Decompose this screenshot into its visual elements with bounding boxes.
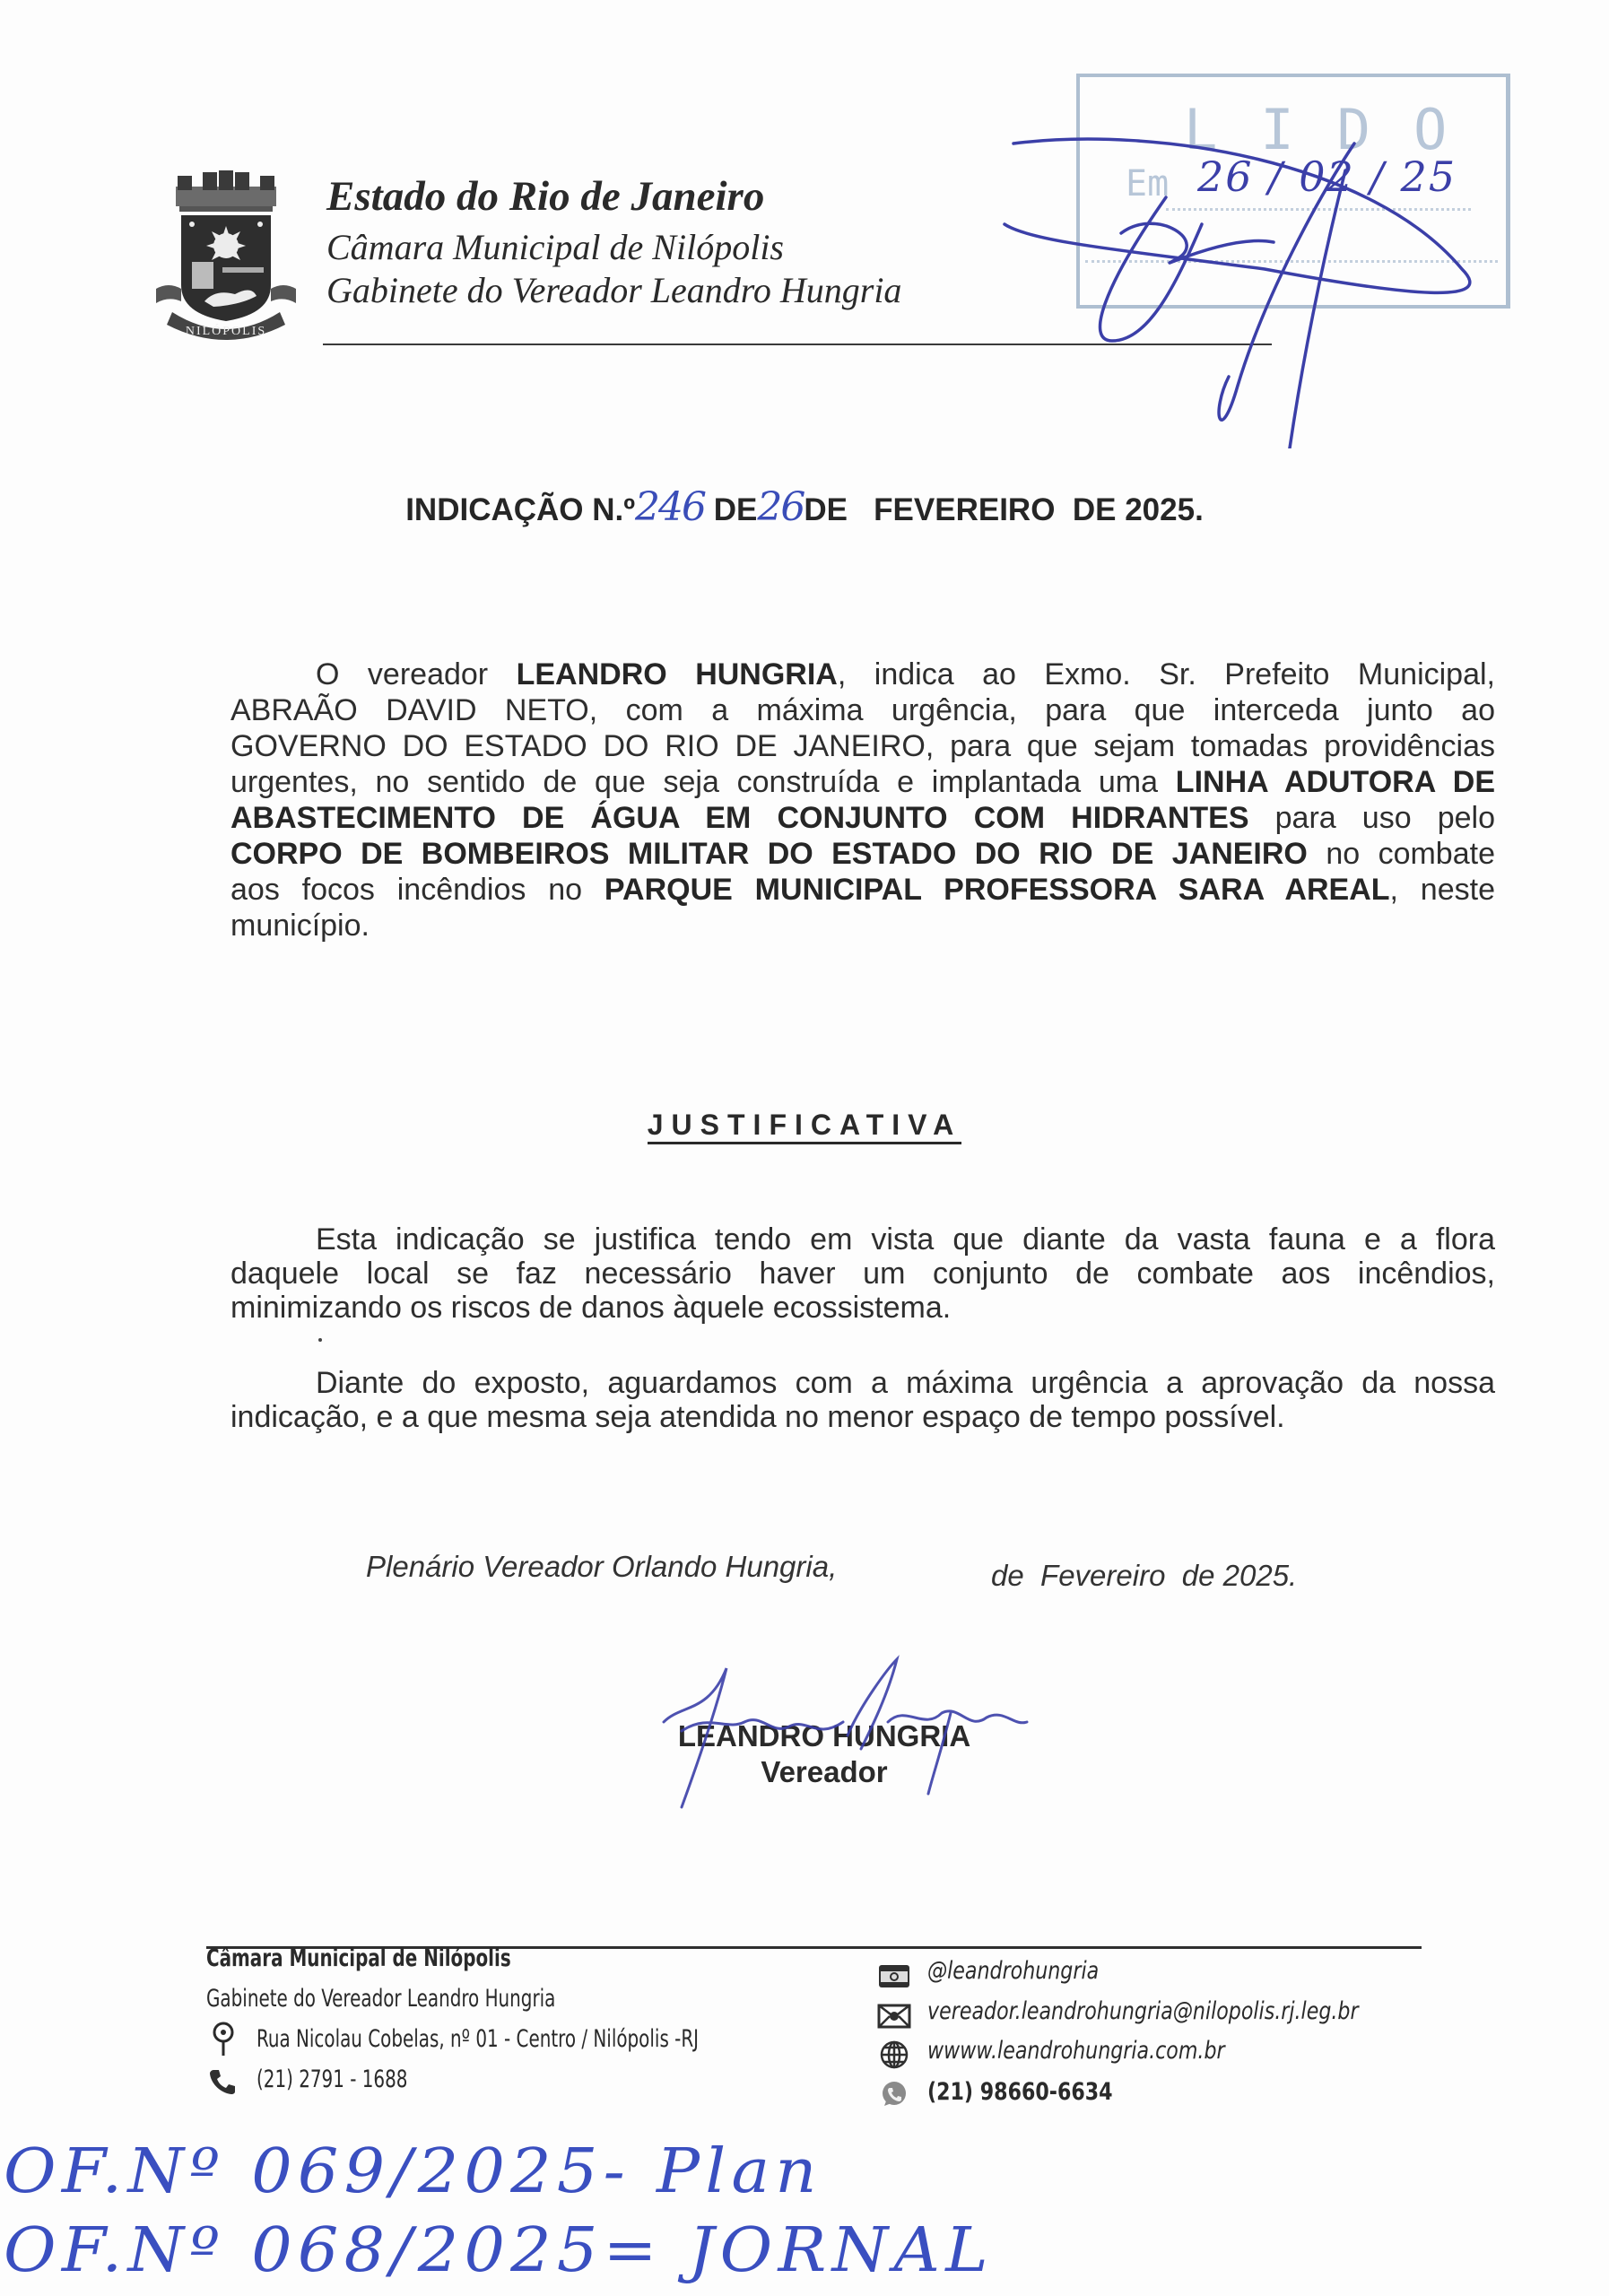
- body-bold-text: LEANDRO HUNGRIA: [516, 657, 838, 691]
- body-line: [230, 908, 1495, 944]
- body-text: urgentes, no sentido de que seja construída e implantada uma: [230, 765, 1176, 799]
- body-bold-text: LINHA ADUTORA DE: [1175, 765, 1495, 799]
- title-number-handwritten: 246: [635, 484, 706, 530]
- body-bold-text: CORPO DE BOMBEIROS MILITAR DO ESTADO DO RIO DE JANEIRO: [230, 837, 1308, 871]
- footer-instagram: @leandrohungria: [927, 1957, 1100, 1985]
- stray-mark: [318, 1338, 322, 1342]
- body-line: [230, 800, 1495, 836]
- footer-whatsapp: (21) 98660-6634: [927, 2078, 1113, 2106]
- footer-chamber: Câmara Municipal de Nilópolis: [206, 1944, 511, 1972]
- initials-signature: [996, 90, 1552, 448]
- closing-date: de Fevereiro de 2025.: [991, 1559, 1298, 1592]
- body-line: [230, 836, 1495, 872]
- justification-line: Diante do exposto, aguardamos com a máxima urgência a aprovação da nossa: [316, 1366, 1495, 1400]
- header-office: Gabinete do Vereador Leandro Hungria: [326, 270, 902, 310]
- body-line: [230, 728, 1495, 764]
- justification-line: minimizando os riscos de danos àquele ecossistema.: [230, 1291, 952, 1325]
- footer-website: wwww.leandrohungria.com.br: [927, 2037, 1225, 2065]
- body-text: O vereador: [316, 657, 517, 691]
- title-suffix: DE FEVEREIRO DE 2025.: [804, 492, 1204, 527]
- body-text: aos focos incêndios no: [230, 873, 604, 907]
- map-pin-icon: [210, 2022, 237, 2057]
- body-line: [230, 764, 1495, 800]
- footer-address: Rua Nicolau Cobelas, nº 01 - Centro / Nilópolis -RJ: [257, 2025, 700, 2053]
- footer-office: Gabinete do Vereador Leandro Hungria: [206, 1985, 556, 2013]
- justification-line: Esta indicação se justifica tendo em vista que diante da vasta fauna e a flora: [316, 1222, 1495, 1257]
- body-text: , indica ao Exmo. Sr. Prefeito Municipal,: [837, 657, 1496, 691]
- body-text: , neste: [1389, 873, 1495, 907]
- body-line: [316, 657, 1495, 692]
- mail-icon: [877, 2001, 911, 2031]
- title-de: DE: [713, 492, 758, 527]
- signatory-role-text: Vereador: [761, 1755, 888, 1788]
- coat-of-arms-logo: [151, 170, 301, 341]
- body-text: município.: [230, 909, 370, 943]
- body-text: ABRAÃO DAVID NETO, com a máxima urgência, para que interceda junto ao: [230, 693, 1495, 727]
- document-title: [0, 484, 1609, 530]
- stamp-label: LIDO: [1184, 97, 1491, 162]
- justification-line: indicação, e a que mesma seja atendida no menor espaço de tempo possível.: [230, 1400, 1285, 1434]
- body-line: [230, 692, 1495, 728]
- whatsapp-icon: [877, 2079, 911, 2109]
- stamp-date-handwritten: 26 / 02 / 25: [1197, 152, 1457, 201]
- handwritten-signature: [628, 1650, 1040, 1812]
- header-chamber: Câmara Municipal de Nilópolis: [326, 227, 784, 267]
- body-line: [230, 872, 1495, 908]
- stamp-em-label: Em: [1126, 163, 1170, 204]
- footer-phone: (21) 2791 - 1688: [257, 2066, 408, 2093]
- header-state: Estado do Rio de Janeiro: [326, 173, 765, 220]
- camera-icon: [877, 1961, 911, 1991]
- body-text: no combate: [1307, 837, 1495, 871]
- body-bold-text: ABASTECIMENTO DE ÁGUA EM CONJUNTO COM HIDRANTES: [230, 801, 1249, 835]
- justification-line: daquele local se faz necessário haver um conjunto de combate aos incêndios,: [230, 1257, 1495, 1291]
- title-day-handwritten: 26: [757, 484, 804, 530]
- crest-text: NILÓPOLIS: [185, 325, 267, 338]
- handwritten-note: OF.Nº 068/2025= JORNAL: [4, 2215, 994, 2286]
- body-text: para uso pelo: [1248, 801, 1495, 835]
- body-text: GOVERNO DO ESTADO DO RIO DE JANEIRO, para que sejam tomadas providências: [230, 729, 1495, 763]
- body-bold-text: PARQUE MUNICIPAL PROFESSORA SARA AREAL: [604, 873, 1390, 907]
- handwritten-note: OF.Nº 069/2025- Plan: [4, 2136, 822, 2207]
- closing-place: Plenário Vereador Orlando Hungria,: [366, 1550, 838, 1583]
- justification-heading: [0, 1109, 1609, 1142]
- globe-icon: [877, 2039, 911, 2070]
- title-prefix: INDICAÇÃO N.º: [405, 492, 636, 527]
- signatory-name-text: LEANDRO HUNGRIA: [677, 1719, 971, 1752]
- phone-icon: [208, 2067, 237, 2096]
- justification-heading-text: JUSTIFICATIVA: [648, 1109, 961, 1144]
- footer-email: vereador.leandrohungria@nilopolis.rj.leg.br: [927, 1997, 1359, 2025]
